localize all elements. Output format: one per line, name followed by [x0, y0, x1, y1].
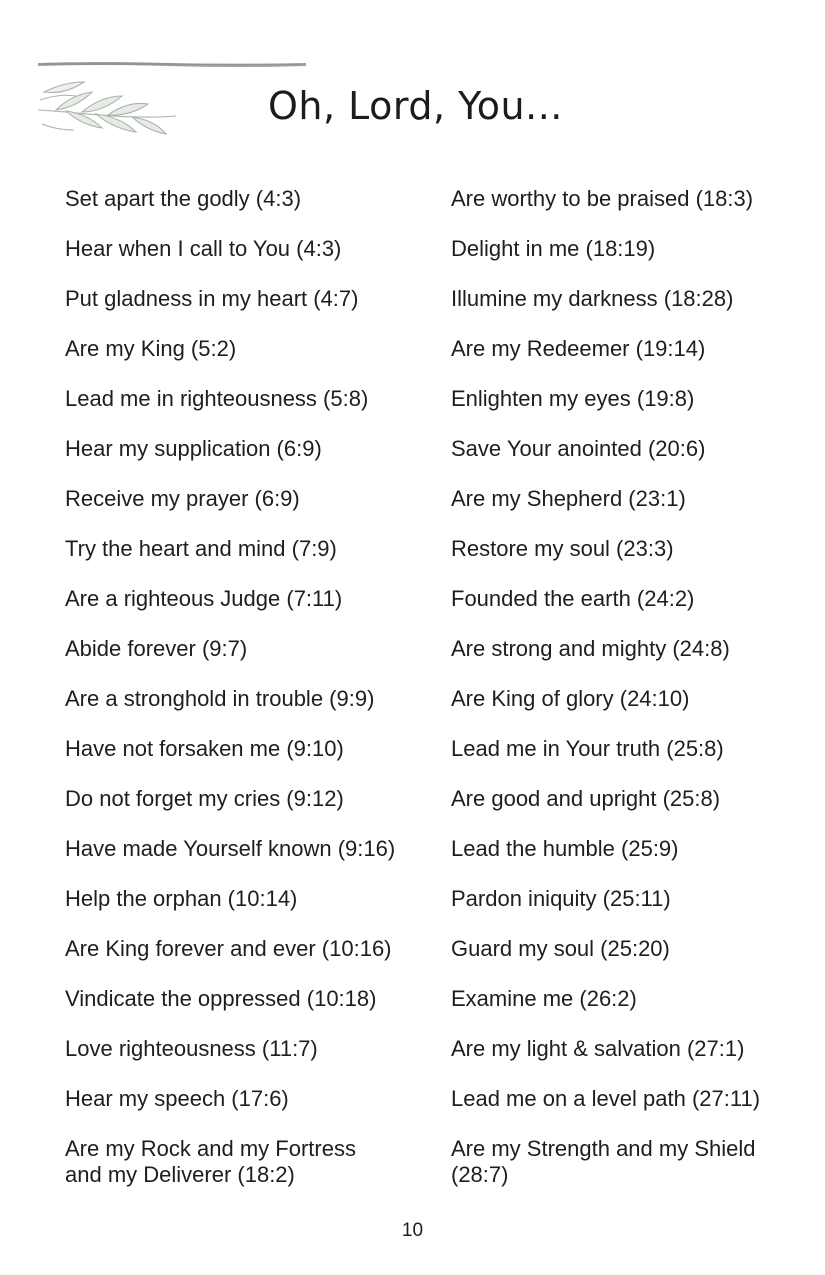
list-item: Are my Strength and my Shield (28:7) [451, 1136, 756, 1187]
list-item: Receive my prayer (6:9) [65, 486, 300, 511]
list-item: Help the orphan (10:14) [65, 886, 298, 911]
list-item: Vindicate the oppressed (10:18) [65, 986, 377, 1011]
list-item: Are good and upright (25:8) [451, 786, 721, 811]
list-item: Have made Yourself known (9:16) [65, 836, 396, 861]
list-item: Lead me in righteousness (5:8) [65, 386, 369, 411]
list-item: Illumine my darkness (18:28) [451, 286, 734, 311]
list-item: Lead me in Your truth (25:8) [451, 736, 724, 761]
list-item: Are my Shepherd (23:1) [451, 486, 686, 511]
list-item: Hear my speech (17:6) [65, 1086, 289, 1111]
list-item: Do not forget my cries (9:12) [65, 786, 344, 811]
list-item: Hear my supplication (6:9) [65, 436, 322, 461]
page-number: 10 [401, 1220, 424, 1241]
left-column-list [65, 186, 435, 1188]
list-item: Save Your anointed (20:6) [451, 436, 706, 461]
list-item: Restore my soul (23:3) [451, 536, 674, 561]
list-item: Pardon iniquity (25:11) [451, 886, 671, 911]
list-item: Are my King (5:2) [65, 336, 237, 361]
list-item: Are King forever and ever (10:16) [65, 936, 392, 961]
list-item: Examine me (26:2) [451, 986, 637, 1011]
list-item: Abide forever (9:7) [65, 636, 248, 661]
list-item: Are worthy to be praised (18:3) [451, 186, 754, 211]
list-item: Hear when I call to You (4:3) [65, 236, 342, 261]
list-item: Lead the humble (25:9) [451, 836, 679, 861]
list-item: Have not forsaken me (9:10) [65, 736, 344, 761]
right-column-list [451, 186, 791, 1188]
list-item: Try the heart and mind (7:9) [65, 536, 337, 561]
list-item: Guard my soul (25:20) [451, 936, 670, 961]
list-item: Love righteousness (11:7) [65, 1036, 318, 1061]
page-title: Oh, Lord, You... [268, 84, 563, 128]
list-item: Set apart the godly (4:3) [65, 186, 302, 211]
list-item: Lead me on a level path (27:11) [451, 1086, 761, 1111]
decorative-brush-rule [38, 60, 306, 68]
list-item: Enlighten my eyes (19:8) [451, 386, 695, 411]
list-item: Put gladness in my heart (4:7) [65, 286, 359, 311]
list-item: Delight in me (18:19) [451, 236, 656, 261]
list-item: Are King of glory (24:10) [451, 686, 690, 711]
list-item: Are my Rock and my Fortress and my Deliverer (18:2) [65, 1136, 356, 1187]
list-item: Are my light & salvation (27:1) [451, 1036, 745, 1061]
list-item: Are strong and mighty (24:8) [451, 636, 730, 661]
list-item: Founded the earth (24:2) [451, 586, 695, 611]
list-item: Are a stronghold in trouble (9:9) [65, 686, 375, 711]
leaf-sprig-icon [36, 72, 178, 144]
list-item: Are a righteous Judge (7:11) [65, 586, 343, 611]
list-item: Are my Redeemer (19:14) [451, 336, 706, 361]
